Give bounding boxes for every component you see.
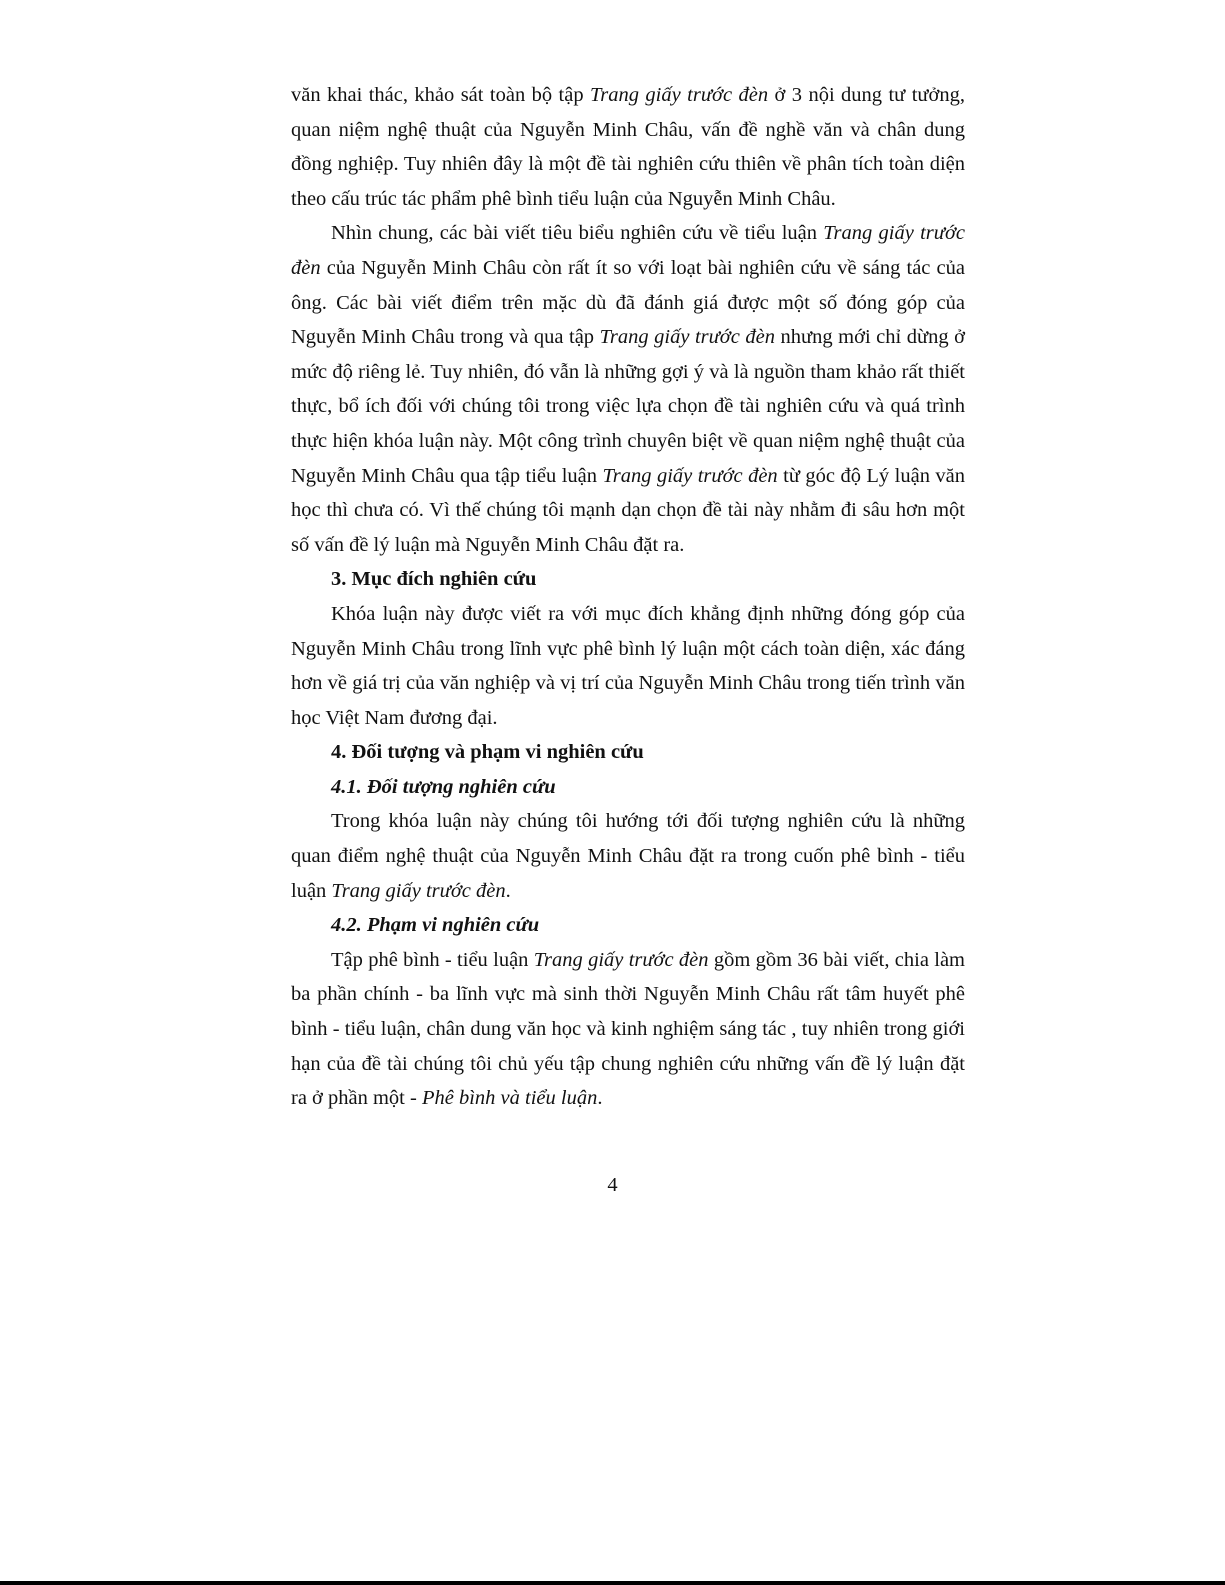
section-heading-purpose: 3. Mục đích nghiên cứu: [331, 568, 537, 591]
paragraph-purpose: Khóa luận này được viết ra với mục đích khẳng định những đóng góp của Nguyễn Minh Châu trong lĩnh vực phê bình lý luận một cách toàn diện, xác đáng hơn về giá trị của văn nghiệp và vị trí của Nguyễn Minh Châu trong tiến trình văn học Việt Nam đương đại.: [291, 602, 965, 729]
paragraph-range: Tập phê bình - tiểu luận Trang giấy trước đèn gồm gồm 36 bài viết, chia làm ba phần chính - ba lĩnh vực mà sinh thời Nguyễn Minh Châu rất tâm huyết phê bình - tiểu luận, chân dung văn học và kinh nghiệm sáng tác , tuy nhiên trong giới hạn của đề tài chúng tôi chủ yếu tập chung nghiên cứu những vấn đề lý luận đặt ra ở phần một - Phê bình và tiểu luận.: [291, 948, 966, 1110]
italic-book-title: Trang giấy trước đèn: [599, 326, 775, 349]
paragraph-object: Trong khóa luận này chúng tôi hướng tới đối tượng nghiên cứu là những quan điểm nghệ thuật của Nguyễn Minh Châu đặt ra trong cuốn phê bình - tiểu luận Trang giấy trước đèn.: [291, 810, 965, 902]
italic-book-title: Trang giấy trước đèn: [533, 948, 709, 971]
document-body: [291, 78, 965, 1116]
paragraph-continuation: văn khai thác, khảo sát toàn bộ tập Trang giấy trước đèn ở 3 nội dung tư tưởng, quan niệm nghệ thuật của Nguyễn Minh Châu, vấn đề nghề văn và chân dung đồng nghiệp. Tuy nhiên đây là một đề tài nghiên cứu thiên về phân tích toàn diện theo cấu trúc tác phẩm phê bình tiểu luận của Nguyễn Minh Châu.: [291, 84, 965, 210]
italic-book-title: Trang giấy trước đèn: [602, 464, 778, 487]
italic-part-title: Phê bình và tiểu luận: [421, 1087, 598, 1110]
italic-book-title: Trang giấy trước đèn: [331, 879, 506, 902]
bottom-border: [0, 1581, 1225, 1585]
subsection-heading-object: 4.1. Đối tượng nghiên cứu: [331, 775, 556, 798]
italic-book-title: Trang giấy trước đèn: [590, 84, 769, 106]
section-heading-scope: 4. Đối tượng và phạm vi nghiên cứu: [331, 741, 644, 764]
paragraph-overview: Nhìn chung, các bài viết tiêu biểu nghiên cứu về tiểu luận Trang giấy trước đèn của Nguyễn Minh Châu còn rất ít so với loạt bài nghiên cứu về sáng tác của ông. Các bài viết điểm trên mặc dù đã đánh giá được một số đóng góp của Nguyễn Minh Châu trong và qua tập Trang giấy trước đèn nhưng mới chỉ dừng ở mức độ riêng lẻ. Tuy nhiên, đó vẫn là những gợi ý và là nguồn tham khảo rất thiết thực, bổ ích đối với chúng tôi trong việc lựa chọn đề tài nghiên cứu và quá trình thực hiện khóa luận này. Một công trình chuyên biệt về quan niệm nghệ thuật của Nguyễn Minh Châu qua tập tiểu luận Trang giấy trước đèn từ góc độ Lý luận văn học thì chưa có. Vì thế chúng tôi mạnh dạn chọn đề tài này nhằm đi sâu hơn một số vấn đề lý luận mà Nguyễn Minh Châu đặt ra.: [291, 222, 965, 556]
subsection-heading-range: 4.2. Phạm vi nghiên cứu: [331, 914, 540, 937]
page-number: 4: [607, 1174, 618, 1196]
italic-book-title: Trang giấy trước đèn: [291, 222, 965, 279]
